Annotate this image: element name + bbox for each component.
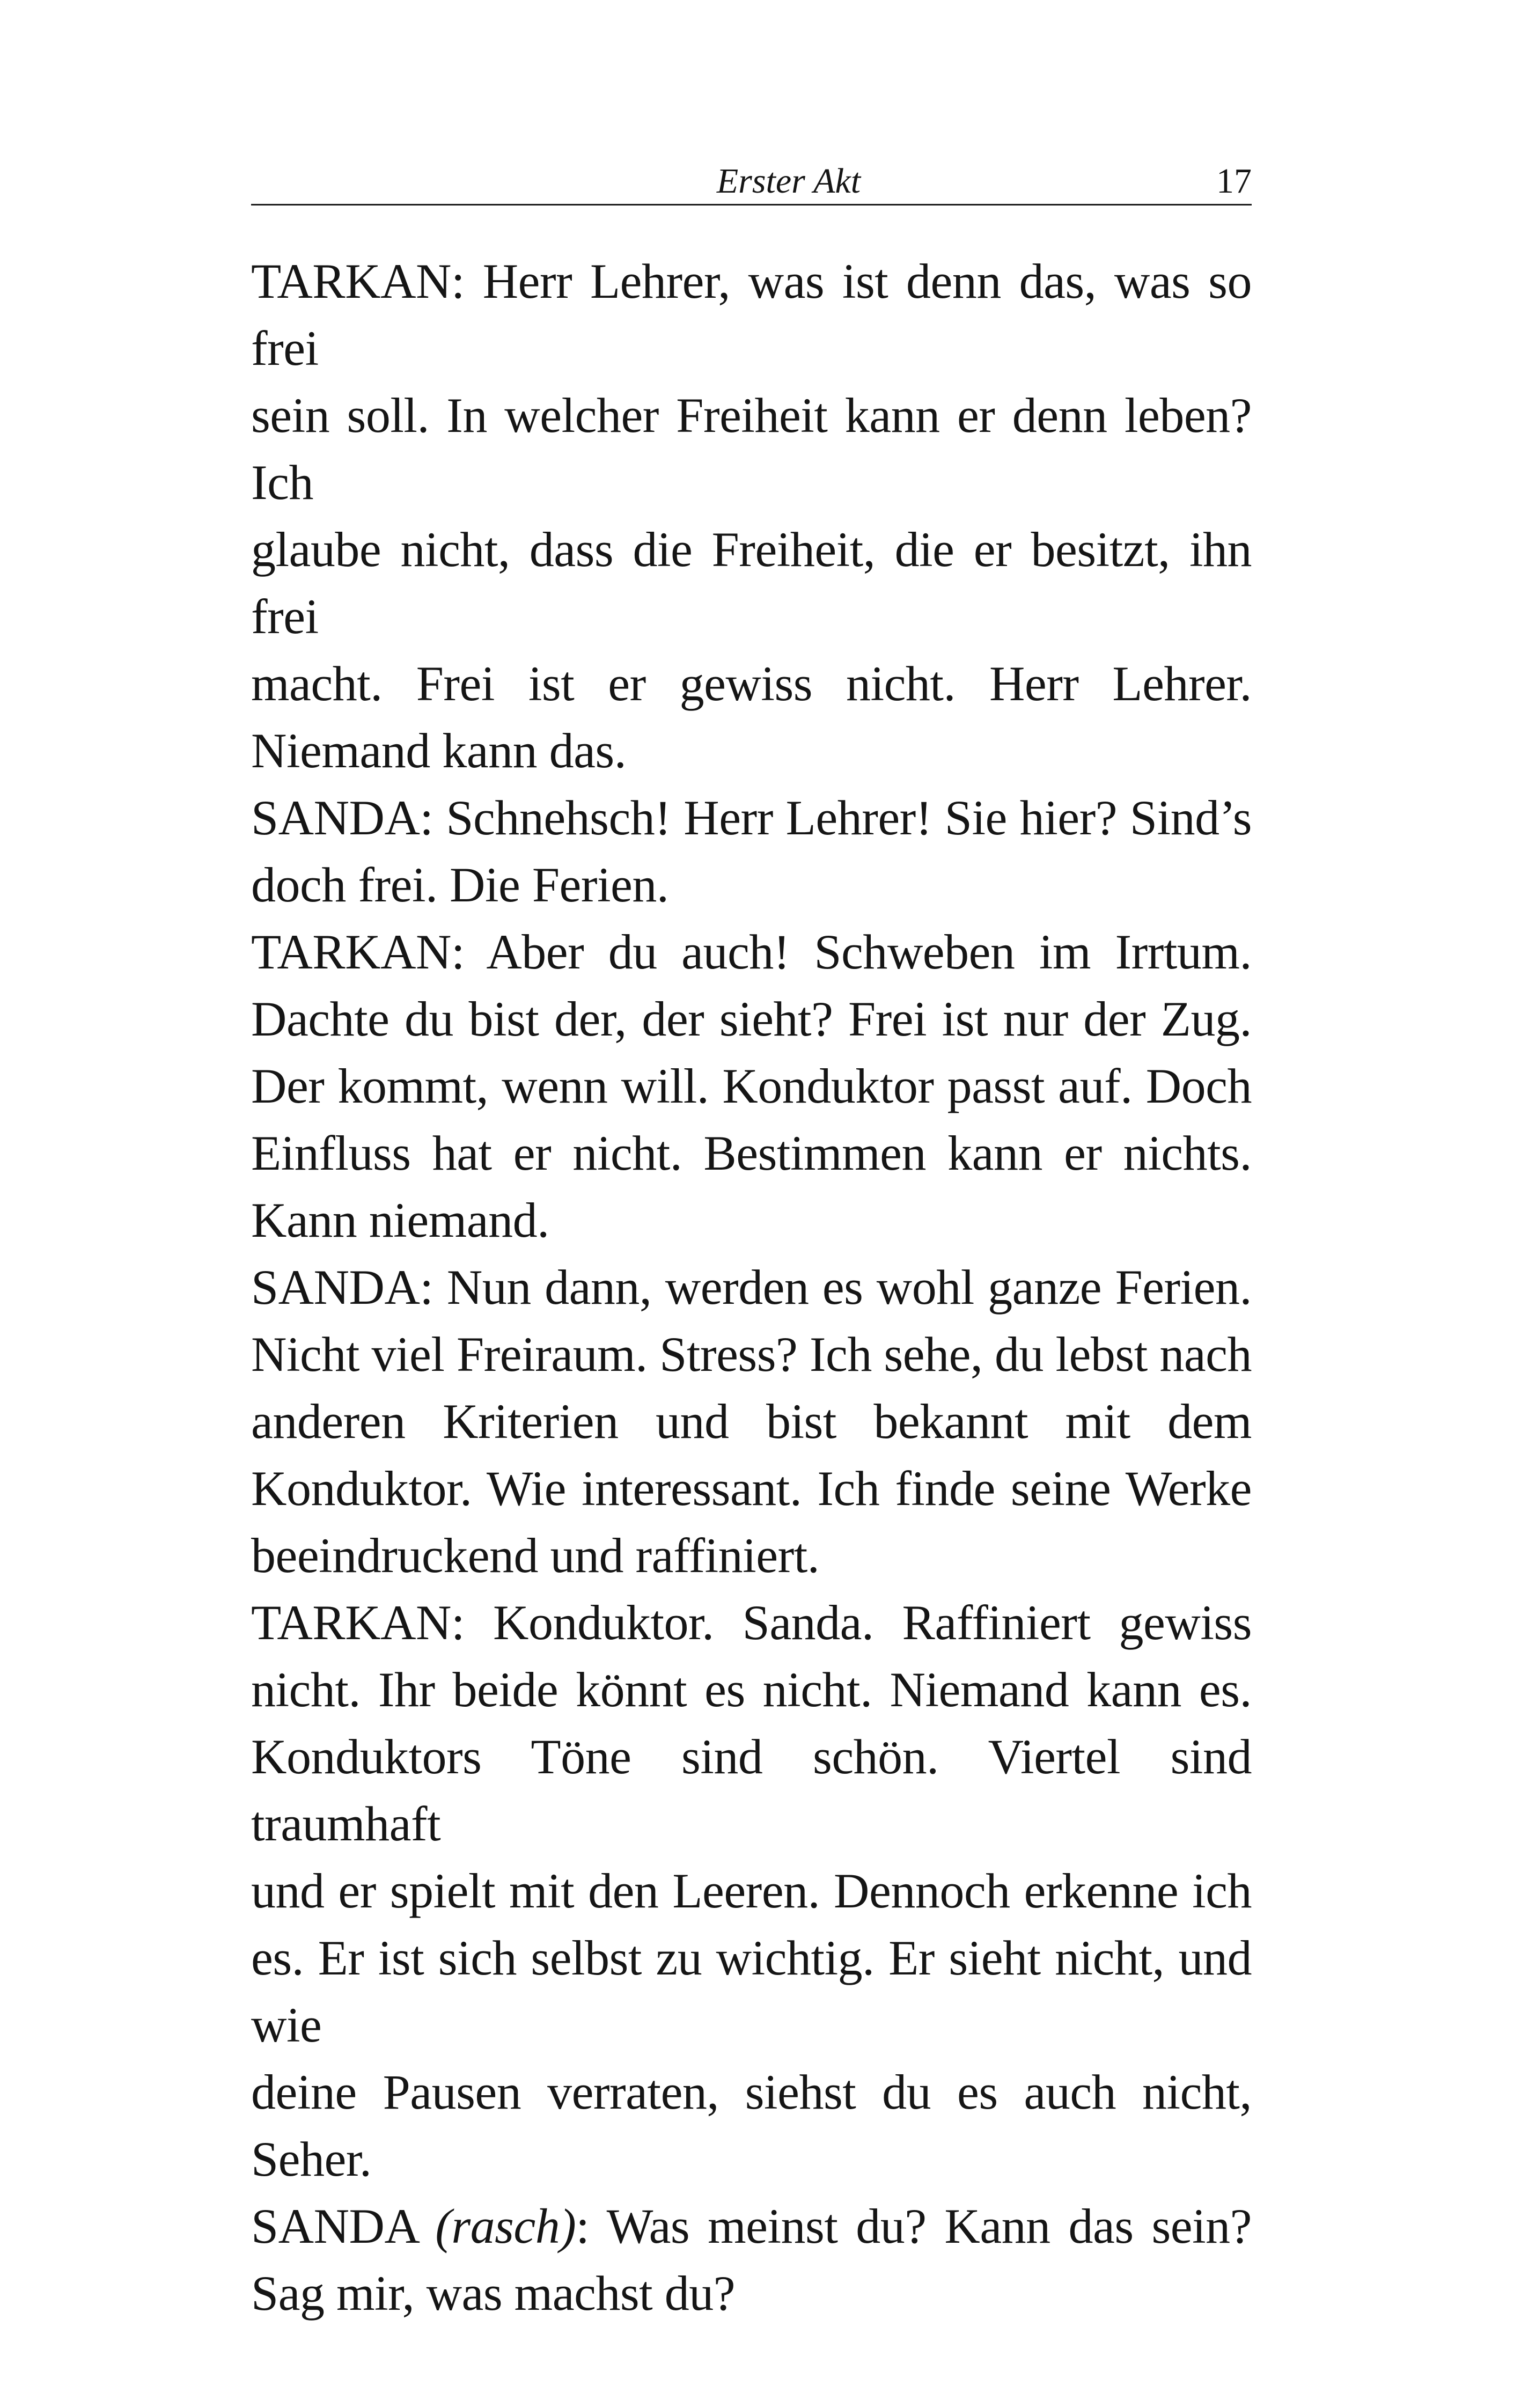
text-line: glaube nicht, dass die Freiheit, die er besitzt, ihn frei [251,522,1252,644]
text-line [251,2193,1252,2260]
text-line: Nicht viel Freiraum. Stress? Ich sehe, du lebst nach [251,1327,1252,1382]
text-line: Sag mir, was machst du? [251,2266,736,2321]
text-line: Einfluss hat er nicht. Bestimmen kann er nichts. [251,1126,1252,1180]
text-line: anderen Kriterien und bist bekannt mit dem [251,1394,1252,1449]
speech-sanda-2 [251,1254,1252,1589]
text-line: Dachte du bist der, der sieht? Frei ist nur der Zug. [251,992,1252,1046]
text-line: TARKAN: Herr Lehrer, was ist denn das, was so frei [251,254,1252,376]
text-line: TARKAN: Aber du auch! Schweben im Irrtum. [251,924,1252,979]
text-line: deine Pausen verraten, siehst du es auch nicht, [251,2065,1252,2119]
speaker-name: SANDA [251,2199,436,2253]
text-line: TARKAN: Konduktor. Sanda. Raffiniert gewiss [251,1595,1252,1650]
text-line: Konduktor. Wie interessant. Ich finde seine Werke [251,1461,1252,1516]
text-line: nicht. Ihr beide könnt es nicht. Niemand kann es. [251,1662,1252,1717]
running-title: Erster Akt [716,161,861,201]
speech-tarkan-2 [251,919,1252,1254]
text-line: es. Er ist sich selbst zu wichtig. Er sieht nicht, und wie [251,1930,1252,2052]
text-line: und er spielt mit den Leeren. Dennoch erkenne ich [251,1863,1252,1918]
text-line: Niemand kann das. [251,723,627,778]
speech-sanda-3 [251,2193,1252,2327]
text-line: SANDA: Schnehsch! Herr Lehrer! Sie hier? Sind’s [251,790,1252,845]
play-text [251,248,1252,2327]
page-number: 17 [1216,161,1252,201]
text-line: SANDA: Nun dann, werden es wohl ganze Ferien. [251,1260,1252,1315]
speech-tarkan-3 [251,1589,1252,2193]
text-line: macht. Frei ist er gewiss nicht. Herr Lehrer. [251,656,1252,711]
speech-sanda-1 [251,784,1252,919]
text-line: Seher. [251,2132,372,2186]
text-line: beeindruckend und raffiniert. [251,1528,820,1583]
speech-tarkan-1 [251,248,1252,784]
running-header [251,159,1252,205]
stage-direction: (rasch) [435,2199,576,2253]
text-line: Der kommt, wenn will. Konduktor passt auf. Doch [251,1059,1252,1113]
speech-text: : Was meinst du? Kann das sein? [576,2199,1252,2253]
text-line: Konduktors Töne sind schön. Viertel sind traumhaft [251,1729,1252,1851]
text-line: Kann niemand. [251,1193,549,1247]
text-line: doch frei. Die Ferien. [251,857,669,912]
text-line: sein soll. In welcher Freiheit kann er denn leben? Ich [251,388,1252,510]
